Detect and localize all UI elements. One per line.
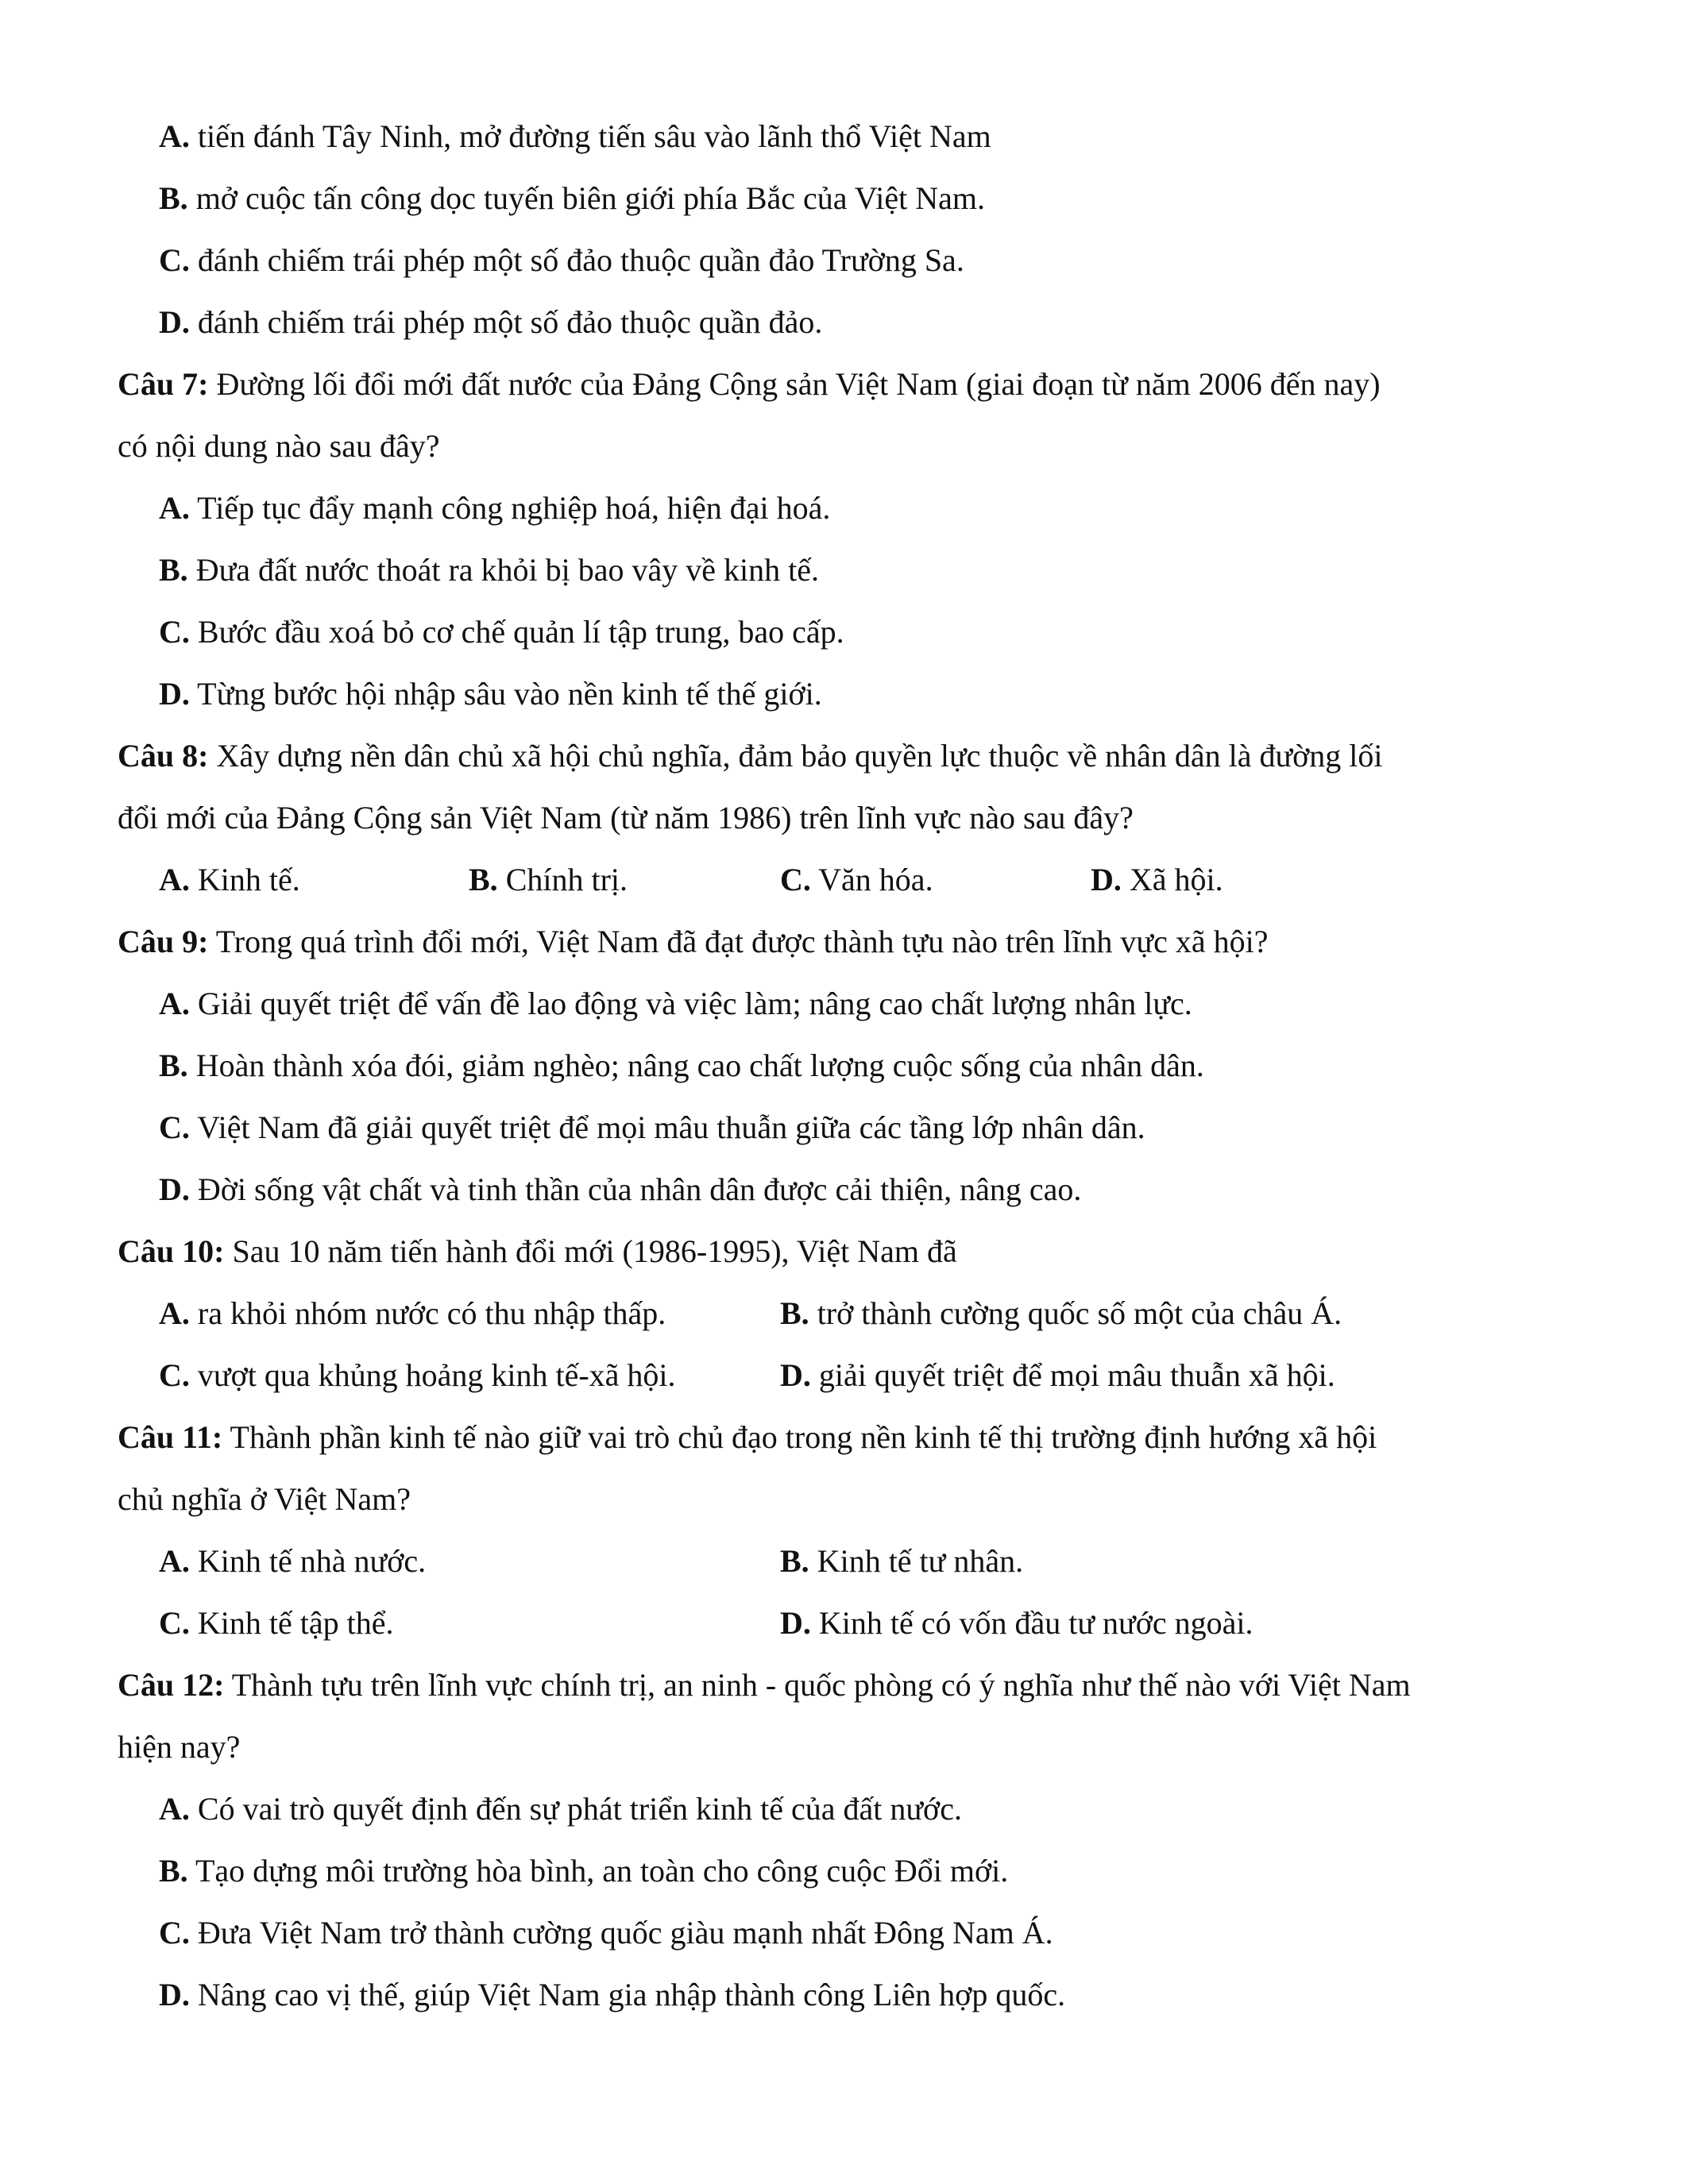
option-text: Có vai trò quyết định đến sự phát triển kinh tế của đất nước. [189,1791,962,1827]
option-letter: A. [159,1295,190,1331]
option-letter: D. [1091,862,1122,897]
q11-option-a [159,1542,426,1581]
question-text: Đường lối đổi mới đất nước của Đảng Cộng sản Việt Nam (giai đoạn từ năm 2006 đến nay) [208,366,1381,402]
q11-option-c [159,1603,394,1643]
q7-option-a [159,488,830,528]
q12-stem-line2: hiện nay? [118,1729,241,1765]
option-letter: B. [780,1295,809,1331]
option-letter: A. [159,986,190,1021]
prev-option-d [159,303,822,342]
q11-stem-line1 [118,1418,1377,1457]
option-text: Hoàn thành xóa đói, giảm nghèo; nâng cao chất lượng cuộc sống của nhân dân. [187,1048,1204,1083]
option-text: trở thành cường quốc số một của châu Á. [809,1295,1342,1331]
option-text: Tạo dựng môi trường hòa bình, an toàn cho công cuộc Đổi mới. [187,1853,1009,1889]
question-label: Câu 11: [118,1419,223,1455]
option-text: Đời sống vật chất và tinh thần của nhân dân được cải thiện, nâng cao. [189,1171,1082,1207]
option-text: Việt Nam đã giải quyết triệt để mọi mâu thuẫn giữa các tầng lớp nhân dân. [189,1109,1145,1145]
option-text: giải quyết triệt để mọi mâu thuẫn xã hội. [810,1357,1335,1393]
q8-option-b [469,860,628,900]
option-text: Kinh tế nhà nước. [189,1543,427,1579]
option-letter: A. [159,490,190,526]
option-text: Chính trị. [497,862,628,897]
q8-stem-line1 [118,736,1383,776]
question-text: Xây dựng nền dân chủ xã hội chủ nghĩa, đảm bảo quyền lực thuộc về nhân dân là đường lối [208,738,1383,774]
question-label: Câu 7: [118,366,209,402]
q10-option-c [159,1356,676,1395]
option-letter: A. [159,862,190,897]
q7-stem-line2: có nội dung nào sau đây? [118,428,440,464]
option-text: Kinh tế tư nhân. [809,1543,1024,1579]
question-label: Câu 10: [118,1233,225,1269]
q12-option-b [159,1851,1008,1891]
q10-option-b [780,1294,1342,1333]
prev-option-a [159,117,991,156]
question-text: Thành phần kinh tế nào giữ vai trò chủ đạo trong nền kinh tế thị trường định hướng xã hội [222,1419,1377,1455]
option-letter: D. [780,1357,811,1393]
option-text: ra khỏi nhóm nước có thu nhập thấp. [189,1295,666,1331]
question-text: Trong quá trình đổi mới, Việt Nam đã đạt được thành tựu nào trên lĩnh vực xã hội? [208,924,1269,959]
option-letter: D. [780,1605,811,1641]
question-text: Thành tựu trên lĩnh vực chính trị, an ninh - quốc phòng có ý nghĩa như thế nào với Việt Nam [224,1667,1411,1703]
option-text: Nâng cao vị thế, giúp Việt Nam gia nhập thành công Liên hợp quốc. [189,1977,1066,2012]
option-text: Giải quyết triệt để vấn đề lao động và việc làm; nâng cao chất lượng nhân lực. [189,986,1192,1021]
option-letter: B. [159,180,188,216]
question-label: Câu 12: [118,1667,225,1703]
option-letter: C. [159,242,190,278]
option-letter: B. [469,862,498,897]
q9-stem-line1 [118,922,1268,962]
q11-option-d [780,1603,1253,1643]
q10-option-a [159,1294,666,1333]
option-text: tiến đánh Tây Ninh, mở đường tiến sâu vào lãnh thổ Việt Nam [189,118,991,154]
q10-stem-line1 [118,1232,957,1271]
option-text: mở cuộc tấn công dọc tuyến biên giới phía Bắc của Việt Nam. [187,180,986,216]
option-text: đánh chiếm trái phép một số đảo thuộc quần đảo Trường Sa. [189,242,964,278]
q9-option-b [159,1046,1204,1086]
option-letter: B. [159,552,188,588]
q7-option-b [159,550,819,590]
q8-option-c [780,860,933,900]
option-text: Xã hội. [1121,862,1223,897]
option-letter: C. [159,1357,190,1393]
option-letter: C. [780,862,811,897]
option-text: Văn hóa. [810,862,933,897]
option-text: Bước đầu xoá bỏ cơ chế quản lí tập trung, bao cấp. [189,614,844,650]
q8-option-d [1091,860,1223,900]
option-letter: B. [159,1048,188,1083]
question-label: Câu 9: [118,924,209,959]
option-text: đánh chiếm trái phép một số đảo thuộc quần đảo. [189,304,823,340]
q8-stem-line2: đổi mới của Đảng Cộng sản Việt Nam (từ năm 1986) trên lĩnh vực nào sau đây? [118,800,1134,835]
q12-option-a [159,1789,962,1829]
option-text: Đưa đất nước thoát ra khỏi bị bao vây về kinh tế. [187,552,819,588]
q9-option-a [159,984,1192,1024]
option-letter: C. [159,1605,190,1641]
option-text: Kinh tế. [189,862,300,897]
option-letter: C. [159,614,190,650]
q11-stem-line2: chủ nghĩa ở Việt Nam? [118,1481,411,1517]
option-text: Từng bước hội nhập sâu vào nền kinh tế thế giới. [189,676,822,712]
question-label: Câu 8: [118,738,209,774]
option-letter: D. [159,304,190,340]
q12-option-d [159,1975,1065,2015]
q8-option-a [159,860,300,900]
option-text: Tiếp tục đẩy mạnh công nghiệp hoá, hiện đại hoá. [189,490,831,526]
option-letter: A. [159,118,190,154]
option-letter: C. [159,1109,190,1145]
option-letter: A. [159,1543,190,1579]
option-letter: C. [159,1915,190,1951]
q7-option-d [159,674,822,714]
option-letter: D. [159,676,190,712]
option-letter: A. [159,1791,190,1827]
option-letter: D. [159,1977,190,2012]
option-text: vượt qua khủng hoảng kinh tế-xã hội. [189,1357,676,1393]
prev-option-c [159,241,964,280]
question-text: Sau 10 năm tiến hành đổi mới (1986-1995), Việt Nam đã [224,1233,957,1269]
option-text: Đưa Việt Nam trở thành cường quốc giàu mạnh nhất Đông Nam Á. [189,1915,1053,1951]
prev-option-b [159,179,985,218]
q9-option-d [159,1170,1081,1210]
q12-option-c [159,1913,1053,1953]
option-letter: B. [780,1543,809,1579]
q7-stem-line1 [118,365,1381,404]
q7-option-c [159,612,844,652]
option-text: Kinh tế có vốn đầu tư nước ngoài. [810,1605,1253,1641]
option-letter: B. [159,1853,188,1889]
q11-option-b [780,1542,1023,1581]
q12-stem-line1 [118,1665,1411,1705]
q9-option-c [159,1108,1145,1148]
q10-option-d [780,1356,1335,1395]
option-text: Kinh tế tập thể. [189,1605,394,1641]
option-letter: D. [159,1171,190,1207]
